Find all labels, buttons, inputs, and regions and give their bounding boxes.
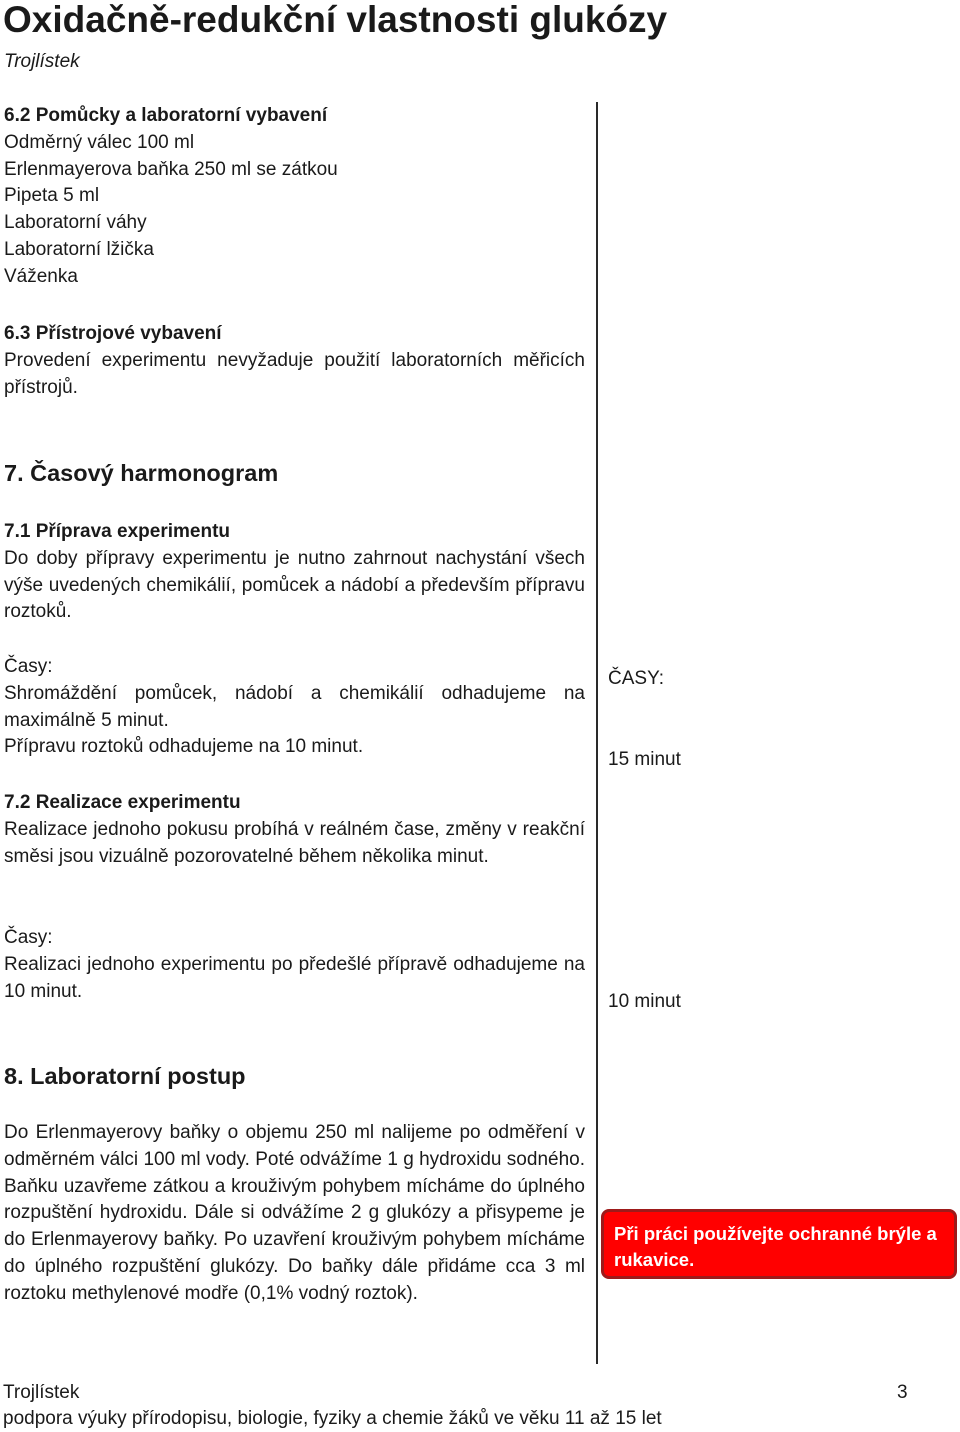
section-7-2 xyxy=(4,790,585,870)
paragraph: Do doby přípravy experimentu je nutno zahrnout nachystání všech výše uvedených chemikálií, pomůcek a nádobí a především přípravu roztoků. xyxy=(4,547,585,623)
section-6-3 xyxy=(4,321,585,401)
safety-warning-text: Při práci používejte ochranné brýle a rukavice. xyxy=(614,1223,937,1270)
section-7-1 xyxy=(4,519,585,626)
footer-left: Trojlístek xyxy=(3,1382,80,1403)
page-number: 3 xyxy=(897,1382,908,1403)
paragraph: Provedení experimentu nevyžaduje použití laboratorních měřicích přístrojů. xyxy=(4,349,585,398)
section-heading: 6.2 Pomůcky a laboratorní vybavení xyxy=(4,105,328,126)
paragraph: Shromáždění pomůcek, nádobí a chemikálií odhadujeme na maximálně 5 minut. xyxy=(4,682,585,731)
section-8 xyxy=(4,1120,585,1308)
list-item: Laboratorní váhy xyxy=(4,212,147,234)
section-7-2-times xyxy=(4,925,585,1005)
column-divider xyxy=(596,102,598,1364)
times-label: Časy: xyxy=(4,927,53,948)
footer-tagline: podpora výuky přírodopisu, biologie, fyziky a chemie žáků ve věku 11 až 15 let xyxy=(3,1408,662,1429)
paragraph: Přípravu roztoků odhadujeme na 10 minut. xyxy=(4,736,364,758)
section-heading: 8. Laboratorní postup xyxy=(4,1063,246,1089)
section-8-heading xyxy=(4,1061,585,1091)
paragraph: Realizaci jednoho experimentu po předešlé přípravě odhadujeme na 10 minut. xyxy=(4,953,585,1002)
section-heading: 7.1 Příprava experimentu xyxy=(4,521,230,542)
safety-warning-box xyxy=(601,1209,957,1279)
list-item: Váženka xyxy=(4,265,78,287)
section-heading: 7.2 Realizace experimentu xyxy=(4,792,241,813)
section-heading: 7. Časový harmonogram xyxy=(4,460,279,486)
section-7-1-times xyxy=(4,654,585,761)
times-label: Časy: xyxy=(4,656,53,677)
sidebar-time-1: 15 minut xyxy=(608,749,681,770)
list-item: Erlenmayerova baňka 250 ml se zátkou xyxy=(4,158,338,180)
section-heading: 6.3 Přístrojové vybavení xyxy=(4,323,222,344)
sidebar-times-label: ČASY: xyxy=(608,668,664,689)
paragraph: Do Erlenmayerovy baňky o objemu 250 ml nalijeme po odměření v odměrném válci 100 ml vody. Poté odvážíme 1 g hydroxidu sodného. Baňku uzavřeme zátkou a krouživým pohybem mícháme do úplného rozpuštění hydroxidu. Dále si odvážíme 2 g glukózy a přisypeme je do Erlenmayerovy baňky. Po uzavření krouživým pohybem mícháme do úplného rozpuštění glukózy. Do baňky dále přidáme cca 3 ml roztoku methylenové modře (0,1% vodný roztok). xyxy=(4,1122,585,1304)
paragraph: Realizace jednoho pokusu probíhá v reálném čase, změny v reakční směsi jsou vizuálně pozorovatelné během několika minut. xyxy=(4,818,585,867)
section-7 xyxy=(4,458,585,488)
document-subtitle: Trojlístek xyxy=(4,51,80,72)
document-title: Oxidačně-redukční vlastnosti glukózy xyxy=(3,0,668,40)
list-item: Laboratorní lžička xyxy=(4,238,154,260)
sidebar-time-2: 10 minut xyxy=(608,991,681,1012)
list-item: Pipeta 5 ml xyxy=(4,185,100,207)
section-6-2 xyxy=(4,103,585,291)
list-item: Odměrný válec 100 ml xyxy=(4,131,195,153)
